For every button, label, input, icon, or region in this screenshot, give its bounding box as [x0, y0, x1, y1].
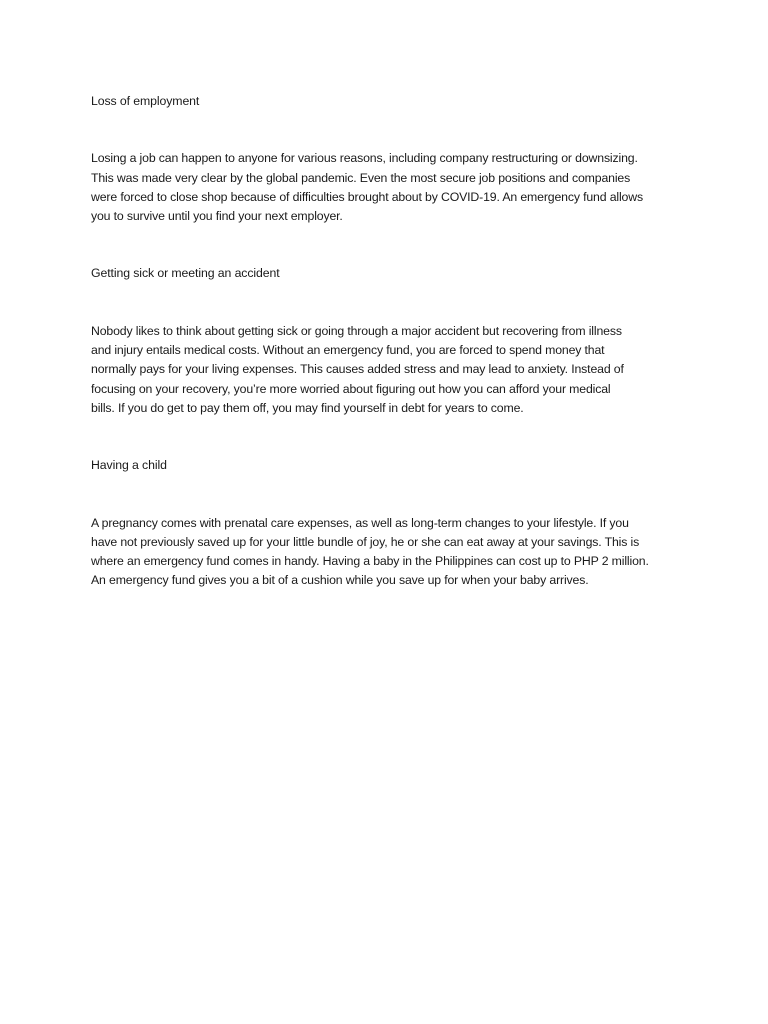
paragraph-line: Losing a job can happen to anyone for various reasons, including company restructuring or downsizing.: [91, 151, 638, 166]
paragraph-line: where an emergency fund comes in handy. Having a baby in the Philippines can cost up to PHP 2 million.: [91, 554, 649, 569]
paragraph-line: focusing on your recovery, you’re more worried about figuring out how you can afford your medical: [91, 381, 611, 396]
paragraph-line: you to survive until you find your next employer.: [91, 209, 343, 224]
section-heading-having-a-child: Having a child: [91, 458, 167, 473]
paragraph-line: This was made very clear by the global pandemic. Even the most secure job positions and companies: [91, 170, 631, 185]
section-paragraph-having-a-child: [91, 514, 691, 591]
section-paragraph-getting-sick: [91, 322, 691, 418]
paragraph-line: A pregnancy comes with prenatal care expenses, as well as long-term changes to your lifestyle. If you: [91, 515, 629, 530]
paragraph-line: and injury entails medical costs. Without an emergency fund, you are forced to spend money that: [91, 343, 605, 358]
paragraph-line: have not previously saved up for your little bundle of joy, he or she can eat away at your savings. This is: [91, 534, 640, 549]
section-paragraph-loss-of-employment: [91, 149, 691, 226]
section-heading-getting-sick: Getting sick or meeting an accident: [91, 266, 280, 281]
paragraph-line: Nobody likes to think about getting sick or going through a major accident but recovering from illness: [91, 323, 622, 338]
paragraph-line: normally pays for your living expenses. This causes added stress and may lead to anxiety. Instead of: [91, 362, 624, 377]
section-heading-loss-of-employment: Loss of employment: [91, 94, 200, 108]
document-body: [91, 92, 691, 591]
paragraph-line: An emergency fund gives you a bit of a cushion while you save up for when your baby arrives.: [91, 573, 589, 588]
paragraph-line: were forced to close shop because of difficulties brought about by COVID-19. An emergency fund allows: [91, 189, 643, 204]
paragraph-line: bills. If you do get to pay them off, you may find yourself in debt for years to come.: [91, 400, 524, 415]
